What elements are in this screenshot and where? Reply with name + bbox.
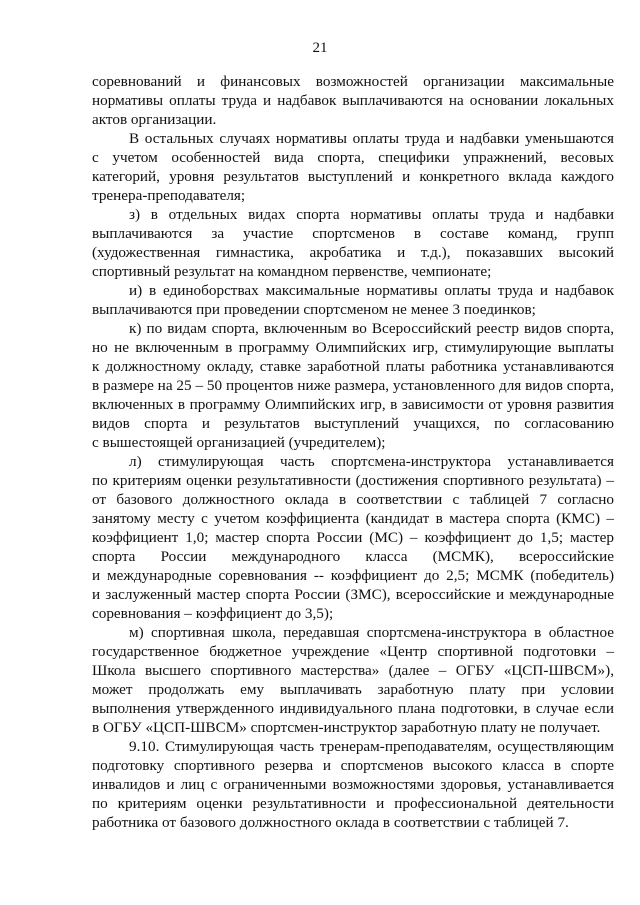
text-line: 9.10. Стимулирующая часть тренерам-преподавателям, осуществляющим [129,738,614,755]
text-line: выплачиваются при проведении спортсменом не менее 3 поединков; [92,301,536,318]
text-line: соревнования – коэффициент до 3,5); [92,605,334,622]
text-line: к должностному окладу, ставке заработной платы работника устанавливаются [92,358,614,375]
document-body [92,72,614,832]
text-line: инвалидов и лиц с ограниченными возможностями здоровья, устанавливается [92,776,614,793]
text-line: Школа высшего спортивного мастерства» (далее – ОГБУ «ЦСП-ШВСМ»), [92,662,614,679]
text-line: з) в отдельных видах спорта нормативы оплаты труда и надбавки [129,206,614,223]
paragraph [92,623,614,737]
text-line: выполнения утвержденного индивидуального плана подготовки, в случае если [92,700,614,717]
text-line: соревнований и финансовых возможностей организации максимальные [92,73,614,90]
text-line: м) спортивная школа, передавшая спортсмена-инструктора в областное [129,624,614,641]
text-line: включенных в программу Олимпийских игр, в зависимости от уровня развития [92,396,614,413]
text-line: занятому месту с учетом коэффициента (кандидат в мастера спорта (КМС) – [92,510,614,527]
text-line: от базового должностного оклада в соответствии с таблицей 7 согласно [92,491,614,508]
text-line: в ОГБУ «ЦСП-ШВСМ» спортсмен-инструктор заработную плату не получает. [92,719,601,736]
paragraph [92,737,614,832]
paragraph [92,72,614,129]
text-line: спортивный результат на командном первенстве, чемпионате; [92,263,492,280]
text-line: выплачиваются за участие спортсменов в составе команд, групп [92,225,614,242]
text-line: (художественная гимнастика, акробатика и т.д.), показавших высокий [92,244,614,261]
text-line: в размере на 25 – 50 процентов ниже размера, установленного для видов спорта, [92,377,614,394]
text-line: по критериям оценки результативности (достижения спортивного результата) – [92,472,614,489]
text-line: с вышестоящей организацией (учредителем); [92,434,386,451]
text-line: и международные соревнования -- коэффициент до 2,5; МСМК (победитель) [92,567,614,584]
paragraph [92,319,614,452]
text-line: и заслуженный мастер спорта России (ЗМС), всероссийские и международные [92,586,614,603]
paragraph [92,129,614,205]
text-line: коэффициент 1,0; мастер спорта России (МС) – коэффициент до 1,5; мастер [92,529,614,546]
text-line: подготовку спортивного резерва и спортсменов высокого класса в спорте [92,757,614,774]
text-line: к) по видам спорта, включенным во Всероссийский реестр видов спорта, [129,320,614,337]
text-line: видов спорта и результатов выступлений учащихся, по согласованию [92,415,614,432]
text-line: работника от базового должностного оклада в соответствии с таблицей 7. [92,814,569,831]
paragraph [92,281,614,319]
text-line: В остальных случаях нормативы оплаты труда и надбавки уменьшаются [129,130,614,147]
text-line: нормативы оплаты труда и надбавок выплачиваются на основании локальных [92,92,614,109]
text-line: государственное бюджетное учреждение «Центр спортивной подготовки – [92,643,614,660]
page-number: 21 [312,40,328,56]
text-line: спорта России международного класса (МСМК), всероссийские [92,548,614,565]
paragraph [92,452,614,623]
text-line: но не включенным в программу Олимпийских игр, стимулирующие выплаты [92,339,614,356]
text-line: с учетом особенностей вида спорта, специфики упражнений, весовых [92,149,614,166]
text-line: по критериям оценки результативности и профессиональной деятельности [92,795,614,812]
paragraph [92,205,614,281]
text-line: актов организации. [92,111,217,128]
text-line: тренера-преподавателя; [92,187,246,204]
text-line: категорий, уровня результатов выступлений и конкретного вклада каждого [92,168,614,185]
text-line: может продолжать ему выплачивать заработную плату при условии [92,681,614,698]
text-line: и) в единоборствах максимальные нормативы оплаты труда и надбавок [129,282,614,299]
text-line: л) стимулирующая часть спортсмена-инструктора устанавливается [129,453,614,470]
